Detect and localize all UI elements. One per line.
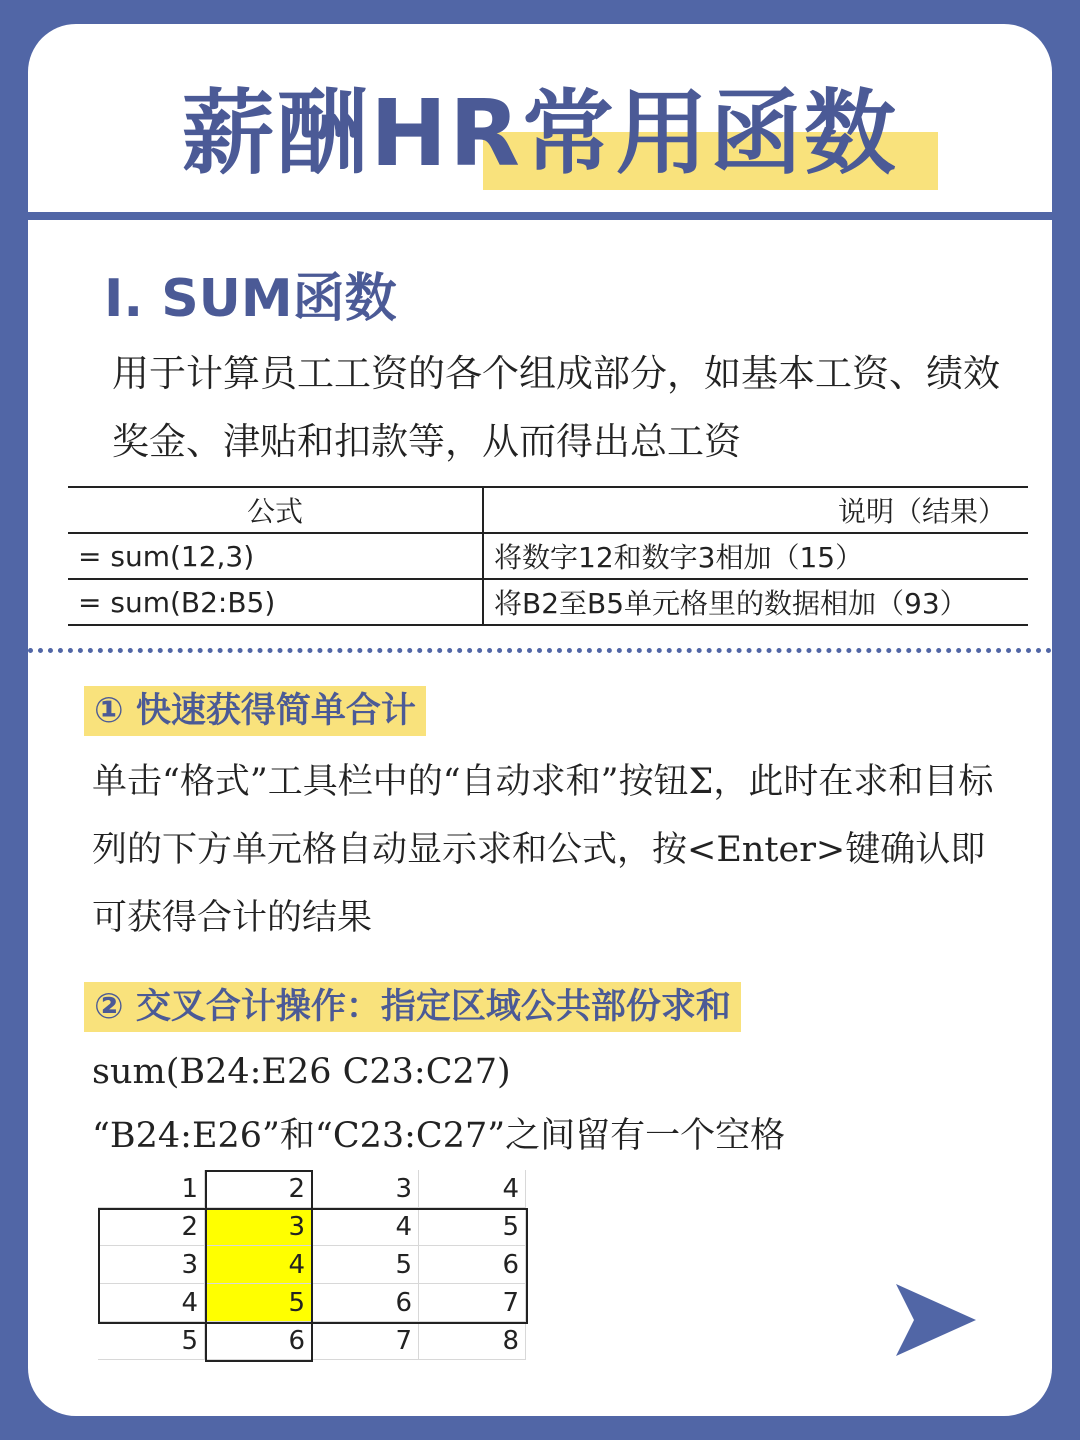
- grid-cell: 8: [419, 1322, 526, 1360]
- tip1-body: 单击“格式”工具栏中的“自动求和”按钮Σ，此时在求和目标列的下方单元格自动显示求和公式，按<Enter>键确认即可获得合计的结果: [92, 762, 994, 938]
- section-heading: I. SUM函数: [104, 269, 397, 329]
- header-description: 说明（结果）: [483, 487, 1028, 533]
- grid-cell: 3: [98, 1246, 205, 1284]
- table-row: [68, 579, 1028, 625]
- header-formula: 公式: [68, 487, 483, 533]
- next-arrow-icon[interactable]: [896, 1284, 976, 1356]
- example-spreadsheet: [98, 1170, 568, 1370]
- page-title: 薪酬HR常用函数: [182, 80, 898, 187]
- grid-cell: 4: [98, 1284, 205, 1322]
- tip2-formula: sum(B24:E26 C23:C27): [92, 1052, 511, 1092]
- grid-cell: 2: [98, 1208, 205, 1246]
- grid-cell: 7: [419, 1284, 526, 1322]
- grid-cell: 7: [312, 1322, 419, 1360]
- grid-cell: 3: [205, 1208, 312, 1246]
- grid-cell: 2: [205, 1170, 312, 1208]
- grid-cell: 4: [312, 1208, 419, 1246]
- title-divider: [28, 212, 1052, 220]
- grid-cell: 6: [419, 1246, 526, 1284]
- grid-cell: 6: [312, 1284, 419, 1322]
- grid-cell: 6: [205, 1322, 312, 1360]
- grid-cell: 3: [312, 1170, 419, 1208]
- title-banner: [28, 24, 1052, 214]
- tip2-heading: ② 交叉合计操作：指定区域公共部份求和: [84, 982, 741, 1032]
- grid-cell: 5: [312, 1246, 419, 1284]
- content-card: [28, 24, 1052, 1416]
- table-header-row: [68, 487, 1028, 533]
- result-cell: 将数字12和数字3相加（15）: [483, 533, 1028, 579]
- grid-cell: 1: [98, 1170, 205, 1208]
- tip1-heading: ① 快速获得简单合计: [84, 686, 426, 736]
- grid-cell: 5: [419, 1208, 526, 1246]
- grid-cell: 5: [205, 1284, 312, 1322]
- tip2-note: “B24:E26”和“C23:C27”之间留有一个空格: [92, 1116, 786, 1156]
- dotted-divider: [28, 648, 1052, 653]
- grid-cell: 4: [419, 1170, 526, 1208]
- grid-cell: 5: [98, 1322, 205, 1360]
- formula-cell: = sum(B2:B5): [68, 579, 483, 625]
- result-cell: 将B2至B5单元格里的数据相加（93）: [483, 579, 1028, 625]
- grid-cell: 4: [205, 1246, 312, 1284]
- section-description: 用于计算员工工资的各个组成部分，如基本工资、绩效奖金、津贴和扣款等，从而得出总工资: [112, 352, 1000, 463]
- formula-cell: = sum(12,3): [68, 533, 483, 579]
- table-row: [68, 533, 1028, 579]
- formula-table: [68, 486, 1028, 626]
